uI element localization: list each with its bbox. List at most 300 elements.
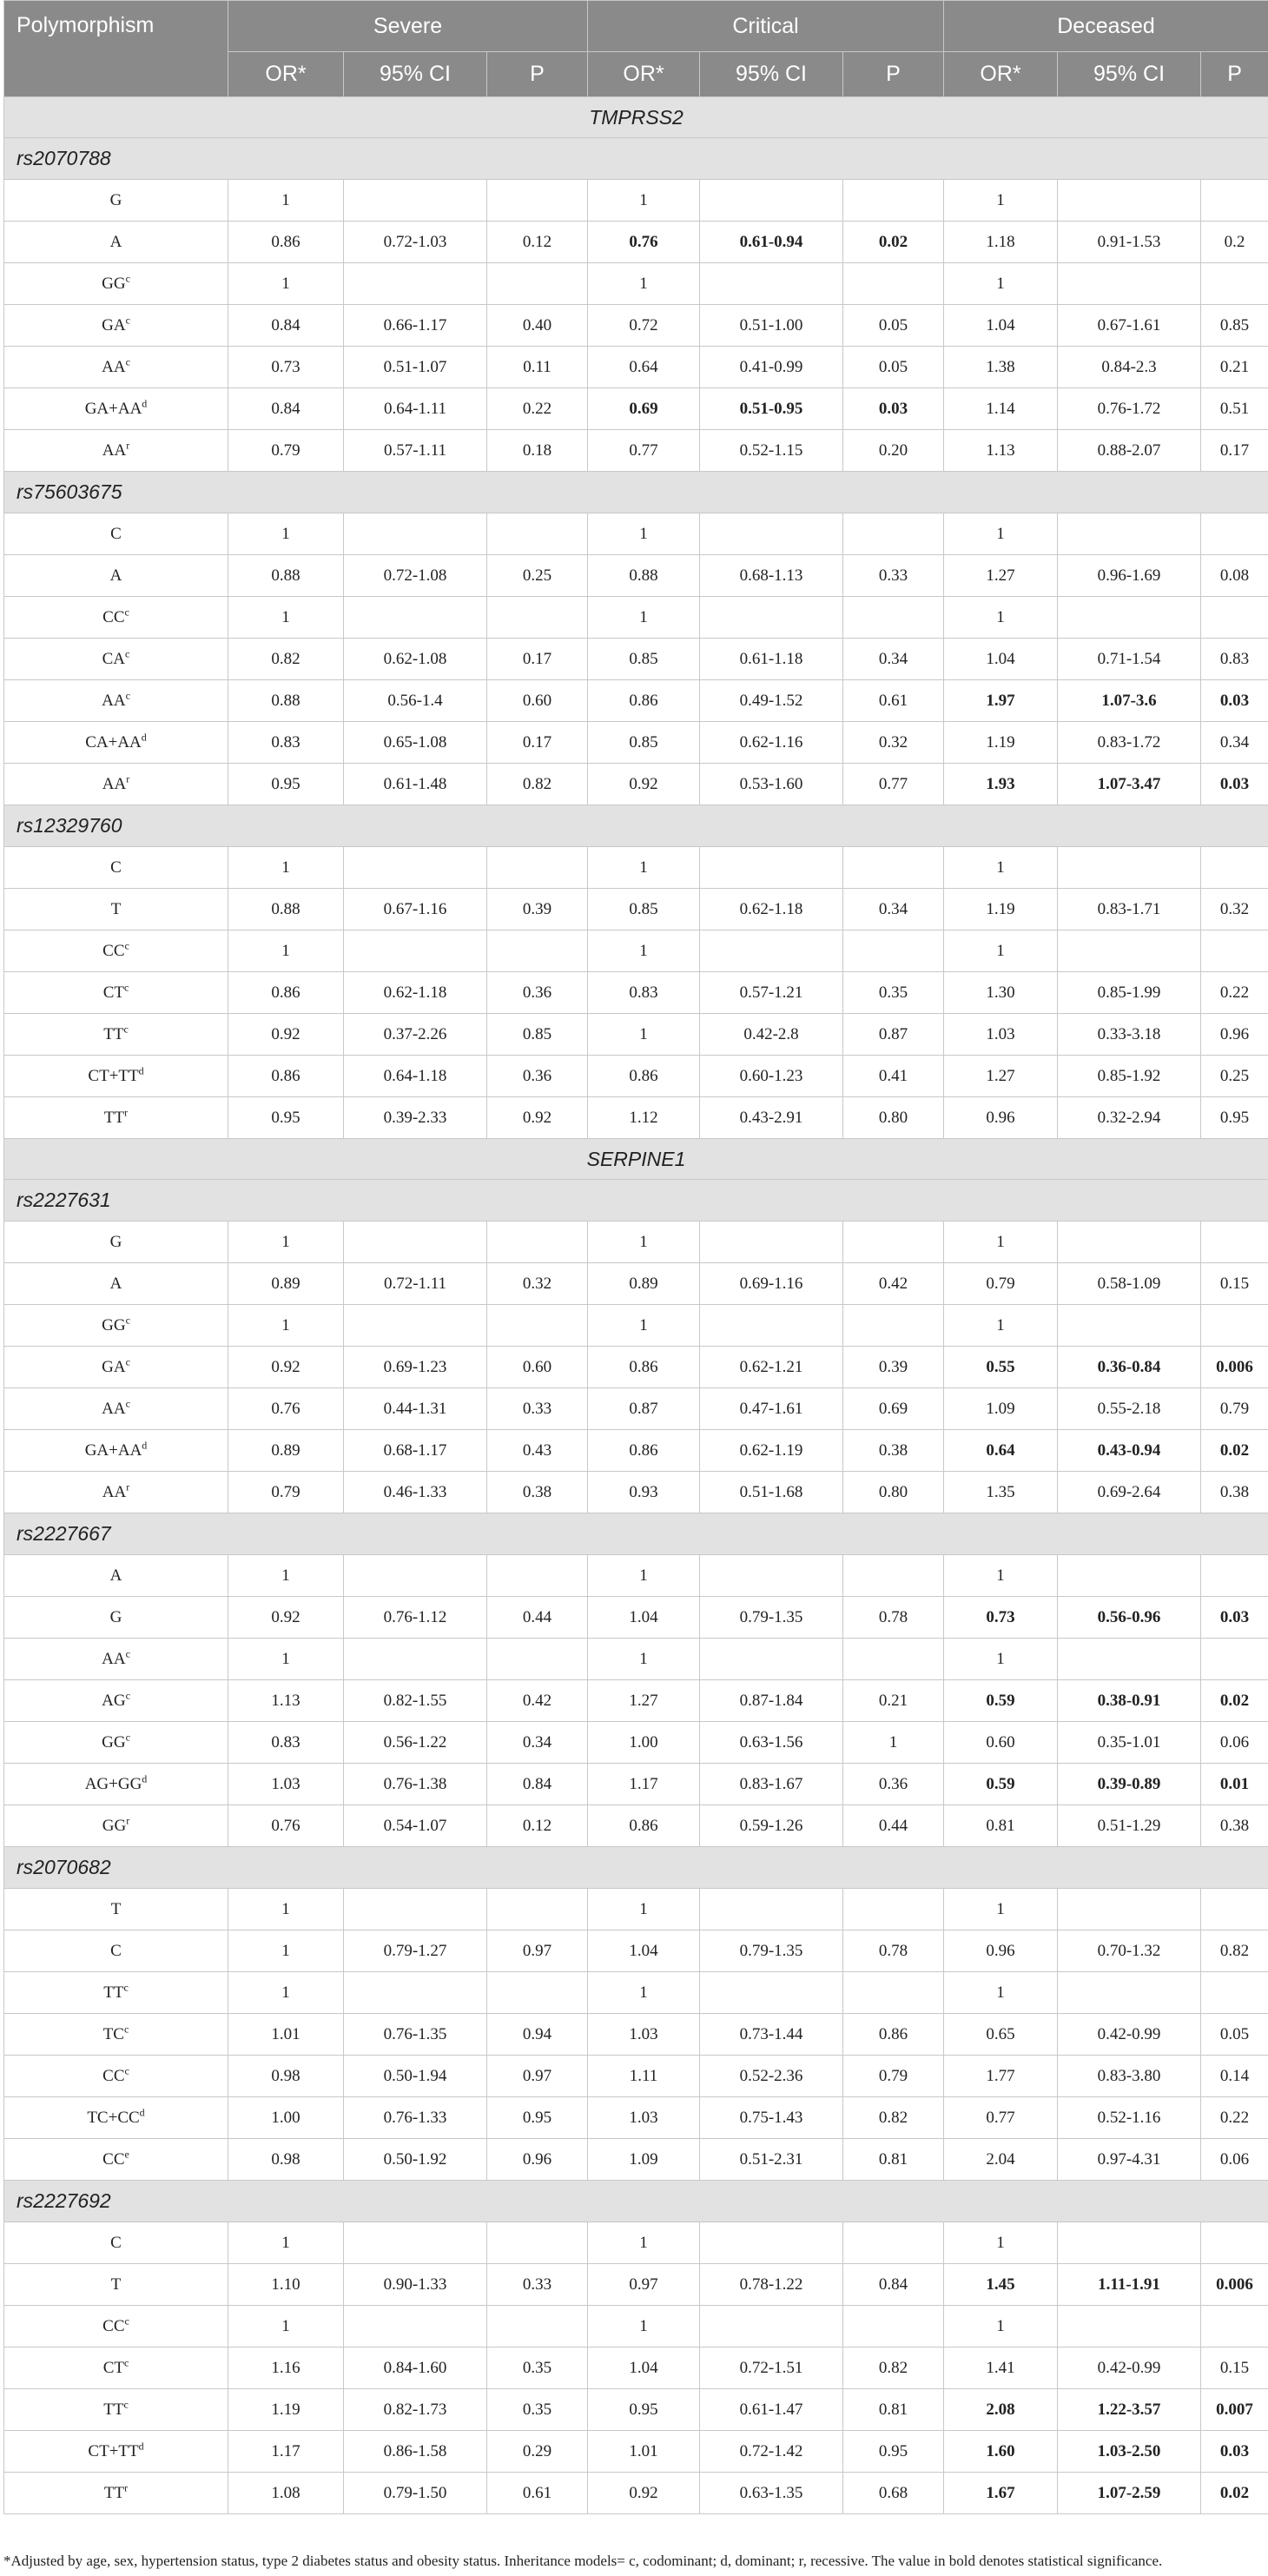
- p-cell: [1201, 1972, 1268, 2014]
- p-cell: [1201, 180, 1268, 222]
- genotype-cell: [4, 2389, 228, 2431]
- snp-row: [4, 472, 1268, 513]
- genotype-cell: [4, 1597, 228, 1639]
- or-cell: 1: [944, 263, 1058, 305]
- p-cell: 0.32: [487, 1263, 588, 1305]
- or-cell: 0.89: [588, 1263, 700, 1305]
- ci-cell: 0.72-1.08: [344, 555, 487, 597]
- genotype-label: AA: [102, 774, 127, 793]
- subheader-or: OR*: [588, 52, 700, 97]
- genotype-label: A: [109, 1566, 122, 1585]
- ci-cell: 0.51-1.00: [700, 305, 843, 347]
- table-row: [4, 2389, 1268, 2431]
- genotype-label: CT+TT: [88, 2441, 139, 2460]
- inheritance-model-superscript: c: [125, 1689, 130, 1702]
- ci-cell: 0.61-0.94: [700, 222, 843, 263]
- or-cell: 1.11: [588, 2056, 700, 2097]
- or-cell: 1.09: [588, 2139, 700, 2181]
- table-row: [4, 1222, 1268, 1263]
- p-cell: 0.51: [1201, 388, 1268, 430]
- inheritance-model-superscript: c: [123, 2356, 129, 2369]
- genotype-label: CC: [102, 941, 125, 960]
- or-cell: 1.30: [944, 972, 1058, 1014]
- genotype-cell: [4, 2348, 228, 2389]
- or-cell: 1: [228, 2306, 344, 2348]
- p-cell: 0.29: [487, 2431, 588, 2473]
- ci-cell: 0.51-2.31: [700, 2139, 843, 2181]
- genotype-cell: [4, 305, 228, 347]
- genotype-label: CC: [102, 607, 125, 626]
- genotype-label: G: [109, 1607, 122, 1626]
- ci-cell: 0.87-1.84: [700, 1680, 843, 1722]
- p-cell: 0.02: [1201, 1680, 1268, 1722]
- inheritance-model-superscript: r: [126, 772, 130, 785]
- p-cell: 0.83: [1201, 639, 1268, 680]
- genotype-label: AA: [102, 1399, 126, 1418]
- p-cell: 0.05: [843, 305, 944, 347]
- p-cell: [843, 597, 944, 639]
- p-cell: 0.12: [487, 1805, 588, 1847]
- or-cell: 1.10: [228, 2264, 344, 2306]
- ci-cell: 0.76-1.38: [344, 1764, 487, 1805]
- or-cell: 1.04: [944, 639, 1058, 680]
- or-cell: 1.01: [588, 2431, 700, 2473]
- ci-cell: 0.67-1.16: [344, 889, 487, 930]
- genotype-cell: [4, 847, 228, 889]
- p-cell: 0.82: [843, 2097, 944, 2139]
- p-cell: 0.42: [487, 1680, 588, 1722]
- p-cell: 0.006: [1201, 2264, 1268, 2306]
- or-cell: 0.83: [228, 722, 344, 764]
- inheritance-model-superscript: c: [125, 1731, 130, 1744]
- or-cell: 0.92: [588, 764, 700, 805]
- or-cell: 1.03: [588, 2097, 700, 2139]
- genotype-label: GA: [102, 1357, 126, 1376]
- ci-cell: 0.51-1.68: [700, 1472, 843, 1513]
- or-cell: 1: [944, 1889, 1058, 1930]
- ci-cell: 0.86-1.58: [344, 2431, 487, 2473]
- table-header: [4, 1, 1268, 97]
- ci-cell: 0.43-2.91: [700, 1097, 843, 1139]
- inheritance-model-superscript: c: [125, 1647, 130, 1660]
- genotype-label: AA: [102, 691, 126, 710]
- p-cell: 0.92: [487, 1097, 588, 1139]
- inheritance-model-superscript: c: [125, 355, 130, 368]
- table-row: [4, 1680, 1268, 1722]
- p-cell: 0.43: [487, 1430, 588, 1472]
- p-cell: 0.22: [1201, 2097, 1268, 2139]
- or-cell: 1.04: [944, 305, 1058, 347]
- ci-cell: 0.43-0.94: [1058, 1430, 1201, 1472]
- ci-cell: 0.96-1.69: [1058, 555, 1201, 597]
- table-row: [4, 847, 1268, 889]
- genotype-cell: [4, 930, 228, 972]
- or-cell: 1.67: [944, 2473, 1058, 2514]
- inheritance-model-superscript: r: [126, 1814, 130, 1827]
- p-cell: [843, 263, 944, 305]
- ci-cell: 0.69-2.64: [1058, 1472, 1201, 1513]
- table-row: [4, 388, 1268, 430]
- p-cell: 0.60: [487, 680, 588, 722]
- ci-cell: 0.62-1.08: [344, 639, 487, 680]
- ci-cell: 0.97-4.31: [1058, 2139, 1201, 2181]
- p-cell: 0.33: [843, 555, 944, 597]
- or-cell: 0.97: [588, 2264, 700, 2306]
- or-cell: 1: [588, 1639, 700, 1680]
- polymorphism-header: Polymorphism: [4, 1, 228, 97]
- or-cell: 1: [588, 1014, 700, 1056]
- genotype-cell: [4, 722, 228, 764]
- p-cell: 0.36: [487, 972, 588, 1014]
- or-cell: 1: [588, 263, 700, 305]
- ci-cell: 0.66-1.17: [344, 305, 487, 347]
- p-cell: [487, 2222, 588, 2264]
- gene-section-row: [4, 97, 1268, 138]
- ci-cell: 0.47-1.61: [700, 1388, 843, 1430]
- ci-cell: 0.64-1.18: [344, 1056, 487, 1097]
- ci-cell: [344, 263, 487, 305]
- p-cell: 0.81: [843, 2389, 944, 2431]
- ci-cell: 0.52-2.36: [700, 2056, 843, 2097]
- p-cell: [487, 263, 588, 305]
- or-cell: 1: [228, 263, 344, 305]
- snp-name: rs2227667: [4, 1513, 1268, 1555]
- group-header-deceased: Deceased: [944, 1, 1268, 52]
- p-cell: 0.84: [843, 2264, 944, 2306]
- inheritance-model-superscript: r: [126, 439, 130, 452]
- subheader-p: P: [1201, 52, 1268, 97]
- table-row: [4, 2222, 1268, 2264]
- p-cell: 0.40: [487, 305, 588, 347]
- p-cell: [487, 513, 588, 555]
- ci-cell: 0.61-1.47: [700, 2389, 843, 2431]
- genotype-cell: [4, 1889, 228, 1930]
- genotype-cell: [4, 764, 228, 805]
- p-cell: [487, 1889, 588, 1930]
- or-cell: 1.27: [588, 1680, 700, 1722]
- ci-cell: [1058, 1305, 1201, 1347]
- ci-cell: 0.83-1.67: [700, 1764, 843, 1805]
- ci-cell: [344, 597, 487, 639]
- or-cell: 1: [228, 1222, 344, 1263]
- ci-cell: 0.36-0.84: [1058, 1347, 1201, 1388]
- table-row: [4, 680, 1268, 722]
- ci-cell: 0.76-1.12: [344, 1597, 487, 1639]
- p-cell: 0.17: [487, 722, 588, 764]
- or-cell: 0.81: [944, 1805, 1058, 1847]
- or-cell: 0.93: [588, 1472, 700, 1513]
- or-cell: 0.72: [588, 305, 700, 347]
- or-cell: 1.00: [588, 1722, 700, 1764]
- or-cell: 0.86: [588, 1805, 700, 1847]
- p-cell: [843, 180, 944, 222]
- or-cell: 1.27: [944, 555, 1058, 597]
- ci-cell: 0.46-1.33: [344, 1472, 487, 1513]
- or-cell: 0.79: [944, 1263, 1058, 1305]
- p-cell: 0.02: [1201, 2473, 1268, 2514]
- or-cell: 1: [228, 1930, 344, 1972]
- p-cell: 0.38: [1201, 1805, 1268, 1847]
- ci-cell: 0.69-1.23: [344, 1347, 487, 1388]
- ci-cell: 0.42-0.99: [1058, 2348, 1201, 2389]
- p-cell: 0.006: [1201, 1347, 1268, 1388]
- inheritance-model-superscript: c: [123, 1023, 129, 1036]
- p-cell: 0.35: [487, 2348, 588, 2389]
- inheritance-model-superscript: c: [125, 1314, 130, 1327]
- ci-cell: [1058, 1889, 1201, 1930]
- inheritance-model-superscript: d: [142, 1772, 148, 1785]
- genotype-label: AA: [102, 1482, 127, 1501]
- ci-cell: [344, 2306, 487, 2348]
- ci-cell: 0.76-1.33: [344, 2097, 487, 2139]
- p-cell: [487, 1555, 588, 1597]
- or-cell: 1: [944, 180, 1058, 222]
- ci-cell: [700, 2306, 843, 2348]
- ci-cell: 0.84-1.60: [344, 2348, 487, 2389]
- genotype-label: TT: [103, 1983, 124, 2002]
- genotype-cell: [4, 1680, 228, 1722]
- p-cell: 0.36: [843, 1764, 944, 1805]
- p-cell: 0.60: [487, 1347, 588, 1388]
- results-table-container: [3, 0, 1268, 2514]
- table-row: [4, 513, 1268, 555]
- or-cell: 1: [228, 180, 344, 222]
- ci-cell: 0.37-2.26: [344, 1014, 487, 1056]
- ci-cell: 0.84-2.3: [1058, 347, 1201, 388]
- genotype-cell: [4, 889, 228, 930]
- genotype-cell: [4, 430, 228, 472]
- table-row: [4, 1889, 1268, 1930]
- p-cell: 0.61: [843, 680, 944, 722]
- or-cell: 0.76: [588, 222, 700, 263]
- inheritance-model-superscript: c: [124, 2064, 129, 2077]
- table-row: [4, 2306, 1268, 2348]
- ci-cell: 0.73-1.44: [700, 2014, 843, 2056]
- p-cell: 0.08: [1201, 555, 1268, 597]
- table-footnote: *Adjusted by age, sex, hypertension status, type 2 diabetes status and obesity status. Inheritance models= c, codominant; d, dominant; r, recessive. The value in bold denotes statistical significance.: [3, 2553, 1163, 2569]
- inheritance-model-superscript: c: [125, 1397, 130, 1410]
- p-cell: 0.35: [843, 972, 944, 1014]
- or-cell: 0.64: [944, 1430, 1058, 1472]
- or-cell: 0.92: [588, 2473, 700, 2514]
- p-cell: [1201, 1889, 1268, 1930]
- table-row: [4, 2431, 1268, 2473]
- p-cell: 0.85: [487, 1014, 588, 1056]
- ci-cell: 0.57-1.21: [700, 972, 843, 1014]
- or-cell: 1: [588, 597, 700, 639]
- p-cell: [1201, 930, 1268, 972]
- p-cell: 0.15: [1201, 2348, 1268, 2389]
- inheritance-model-superscript: c: [125, 314, 130, 327]
- or-cell: 2.08: [944, 2389, 1058, 2431]
- p-cell: 0.96: [1201, 1014, 1268, 1056]
- p-cell: [1201, 2222, 1268, 2264]
- or-cell: 0.59: [944, 1764, 1058, 1805]
- p-cell: 0.25: [487, 555, 588, 597]
- or-cell: 1.08: [228, 2473, 344, 2514]
- table-row: [4, 930, 1268, 972]
- ci-cell: 0.50-1.94: [344, 2056, 487, 2097]
- table-row: [4, 1014, 1268, 1056]
- p-cell: 0.79: [843, 2056, 944, 2097]
- p-cell: 0.06: [1201, 2139, 1268, 2181]
- table-row: [4, 639, 1268, 680]
- subheader-ci: 95% CI: [700, 52, 843, 97]
- ci-cell: [700, 1639, 843, 1680]
- genotype-cell: [4, 2139, 228, 2181]
- genotype-label: GA+AA: [84, 399, 142, 418]
- p-cell: 0.38: [487, 1472, 588, 1513]
- or-cell: 0.86: [588, 1347, 700, 1388]
- or-cell: 1: [228, 1305, 344, 1347]
- ci-cell: [344, 847, 487, 889]
- ci-cell: [344, 2222, 487, 2264]
- genotype-label: CA: [102, 649, 126, 668]
- or-cell: 1: [228, 1972, 344, 2014]
- ci-cell: 0.72-1.51: [700, 2348, 843, 2389]
- or-cell: 1.14: [944, 388, 1058, 430]
- ci-cell: 1.07-3.47: [1058, 764, 1201, 805]
- p-cell: 0.97: [487, 1930, 588, 1972]
- inheritance-model-superscript: c: [123, 1981, 129, 1994]
- or-cell: 1: [944, 1972, 1058, 2014]
- or-cell: 0.85: [588, 889, 700, 930]
- table-row: [4, 1722, 1268, 1764]
- inheritance-model-superscript: c: [124, 606, 129, 619]
- genotype-label: CT+TT: [88, 1066, 139, 1085]
- ci-cell: 0.90-1.33: [344, 2264, 487, 2306]
- genotype-cell: [4, 222, 228, 263]
- subheader-p: P: [487, 52, 588, 97]
- ci-cell: 0.51-1.29: [1058, 1805, 1201, 1847]
- genotype-label: C: [110, 524, 122, 543]
- genotype-cell: [4, 1097, 228, 1139]
- ci-cell: 0.52-1.15: [700, 430, 843, 472]
- genotype-cell: [4, 388, 228, 430]
- inheritance-model-superscript: r: [124, 2481, 129, 2494]
- p-cell: 0.44: [487, 1597, 588, 1639]
- p-cell: 0.94: [487, 2014, 588, 2056]
- table-row: [4, 1388, 1268, 1430]
- gene-name: SERPINE1: [4, 1139, 1268, 1180]
- genotype-label: GG: [102, 274, 126, 293]
- genotype-label: AA: [102, 440, 127, 460]
- snp-name: rs75603675: [4, 472, 1268, 513]
- genotype-label: GG: [102, 1315, 126, 1334]
- genotype-cell: [4, 2264, 228, 2306]
- table-row: [4, 2097, 1268, 2139]
- or-cell: 0.60: [944, 1722, 1058, 1764]
- p-cell: [1201, 1555, 1268, 1597]
- genotype-cell: [4, 1222, 228, 1263]
- p-cell: 0.82: [1201, 1930, 1268, 1972]
- inheritance-model-superscript: c: [125, 272, 130, 285]
- p-cell: [487, 1222, 588, 1263]
- or-cell: 1: [944, 2222, 1058, 2264]
- table-row: [4, 180, 1268, 222]
- or-cell: 0.73: [228, 347, 344, 388]
- table-row: [4, 1805, 1268, 1847]
- ci-cell: [344, 930, 487, 972]
- p-cell: 0.78: [843, 1930, 944, 1972]
- or-cell: 1: [588, 847, 700, 889]
- inheritance-model-superscript: c: [125, 647, 130, 660]
- p-cell: 0.85: [1201, 305, 1268, 347]
- ci-cell: 0.56-1.22: [344, 1722, 487, 1764]
- table-row: [4, 1097, 1268, 1139]
- or-cell: 1.13: [228, 1680, 344, 1722]
- p-cell: 0.06: [1201, 1722, 1268, 1764]
- or-cell: 1.93: [944, 764, 1058, 805]
- p-cell: 0.82: [487, 764, 588, 805]
- genotype-label: T: [110, 2275, 122, 2294]
- or-cell: 0.86: [228, 1056, 344, 1097]
- genotype-label: T: [110, 1899, 122, 1918]
- or-cell: 1.17: [588, 1764, 700, 1805]
- subheader-or: OR*: [228, 52, 344, 97]
- or-cell: 0.96: [944, 1097, 1058, 1139]
- p-cell: 0.02: [1201, 1430, 1268, 1472]
- ci-cell: 0.41-0.99: [700, 347, 843, 388]
- genotype-cell: [4, 1014, 228, 1056]
- p-cell: 0.41: [843, 1056, 944, 1097]
- p-cell: 0.34: [1201, 722, 1268, 764]
- p-cell: [843, 847, 944, 889]
- gene-section-row: [4, 1139, 1268, 1180]
- ci-cell: [1058, 180, 1201, 222]
- table-row: [4, 1930, 1268, 1972]
- genotype-cell: [4, 680, 228, 722]
- snp-row: [4, 2181, 1268, 2222]
- p-cell: 1: [843, 1722, 944, 1764]
- snp-row: [4, 805, 1268, 847]
- table-row: [4, 764, 1268, 805]
- snp-row: [4, 1847, 1268, 1889]
- p-cell: 0.15: [1201, 1263, 1268, 1305]
- or-cell: 1: [588, 1889, 700, 1930]
- or-cell: 1: [588, 513, 700, 555]
- ci-cell: 0.56-1.4: [344, 680, 487, 722]
- or-cell: 1: [228, 2222, 344, 2264]
- inheritance-model-superscript: r: [124, 1106, 129, 1119]
- ci-cell: [344, 1972, 487, 2014]
- inheritance-model-superscript: c: [124, 939, 129, 952]
- p-cell: [843, 1222, 944, 1263]
- p-cell: [843, 2222, 944, 2264]
- ci-cell: 0.35-1.01: [1058, 1722, 1201, 1764]
- or-cell: 1: [944, 597, 1058, 639]
- genotype-cell: [4, 2306, 228, 2348]
- ci-cell: 0.79-1.50: [344, 2473, 487, 2514]
- ci-cell: 0.50-1.92: [344, 2139, 487, 2181]
- or-cell: 2.04: [944, 2139, 1058, 2181]
- ci-cell: 0.32-2.94: [1058, 1097, 1201, 1139]
- or-cell: 1.04: [588, 1597, 700, 1639]
- subheader-p: P: [843, 52, 944, 97]
- or-cell: 0.86: [588, 1430, 700, 1472]
- or-cell: 1: [588, 1555, 700, 1597]
- table-row: [4, 347, 1268, 388]
- or-cell: 1: [228, 597, 344, 639]
- genotype-label: C: [110, 1941, 122, 1960]
- genotype-cell: [4, 347, 228, 388]
- or-cell: 0.88: [228, 889, 344, 930]
- ci-cell: 0.39-0.89: [1058, 1764, 1201, 1805]
- genotype-cell: [4, 1972, 228, 2014]
- p-cell: 0.95: [487, 2097, 588, 2139]
- or-cell: 0.86: [228, 972, 344, 1014]
- table-row: [4, 222, 1268, 263]
